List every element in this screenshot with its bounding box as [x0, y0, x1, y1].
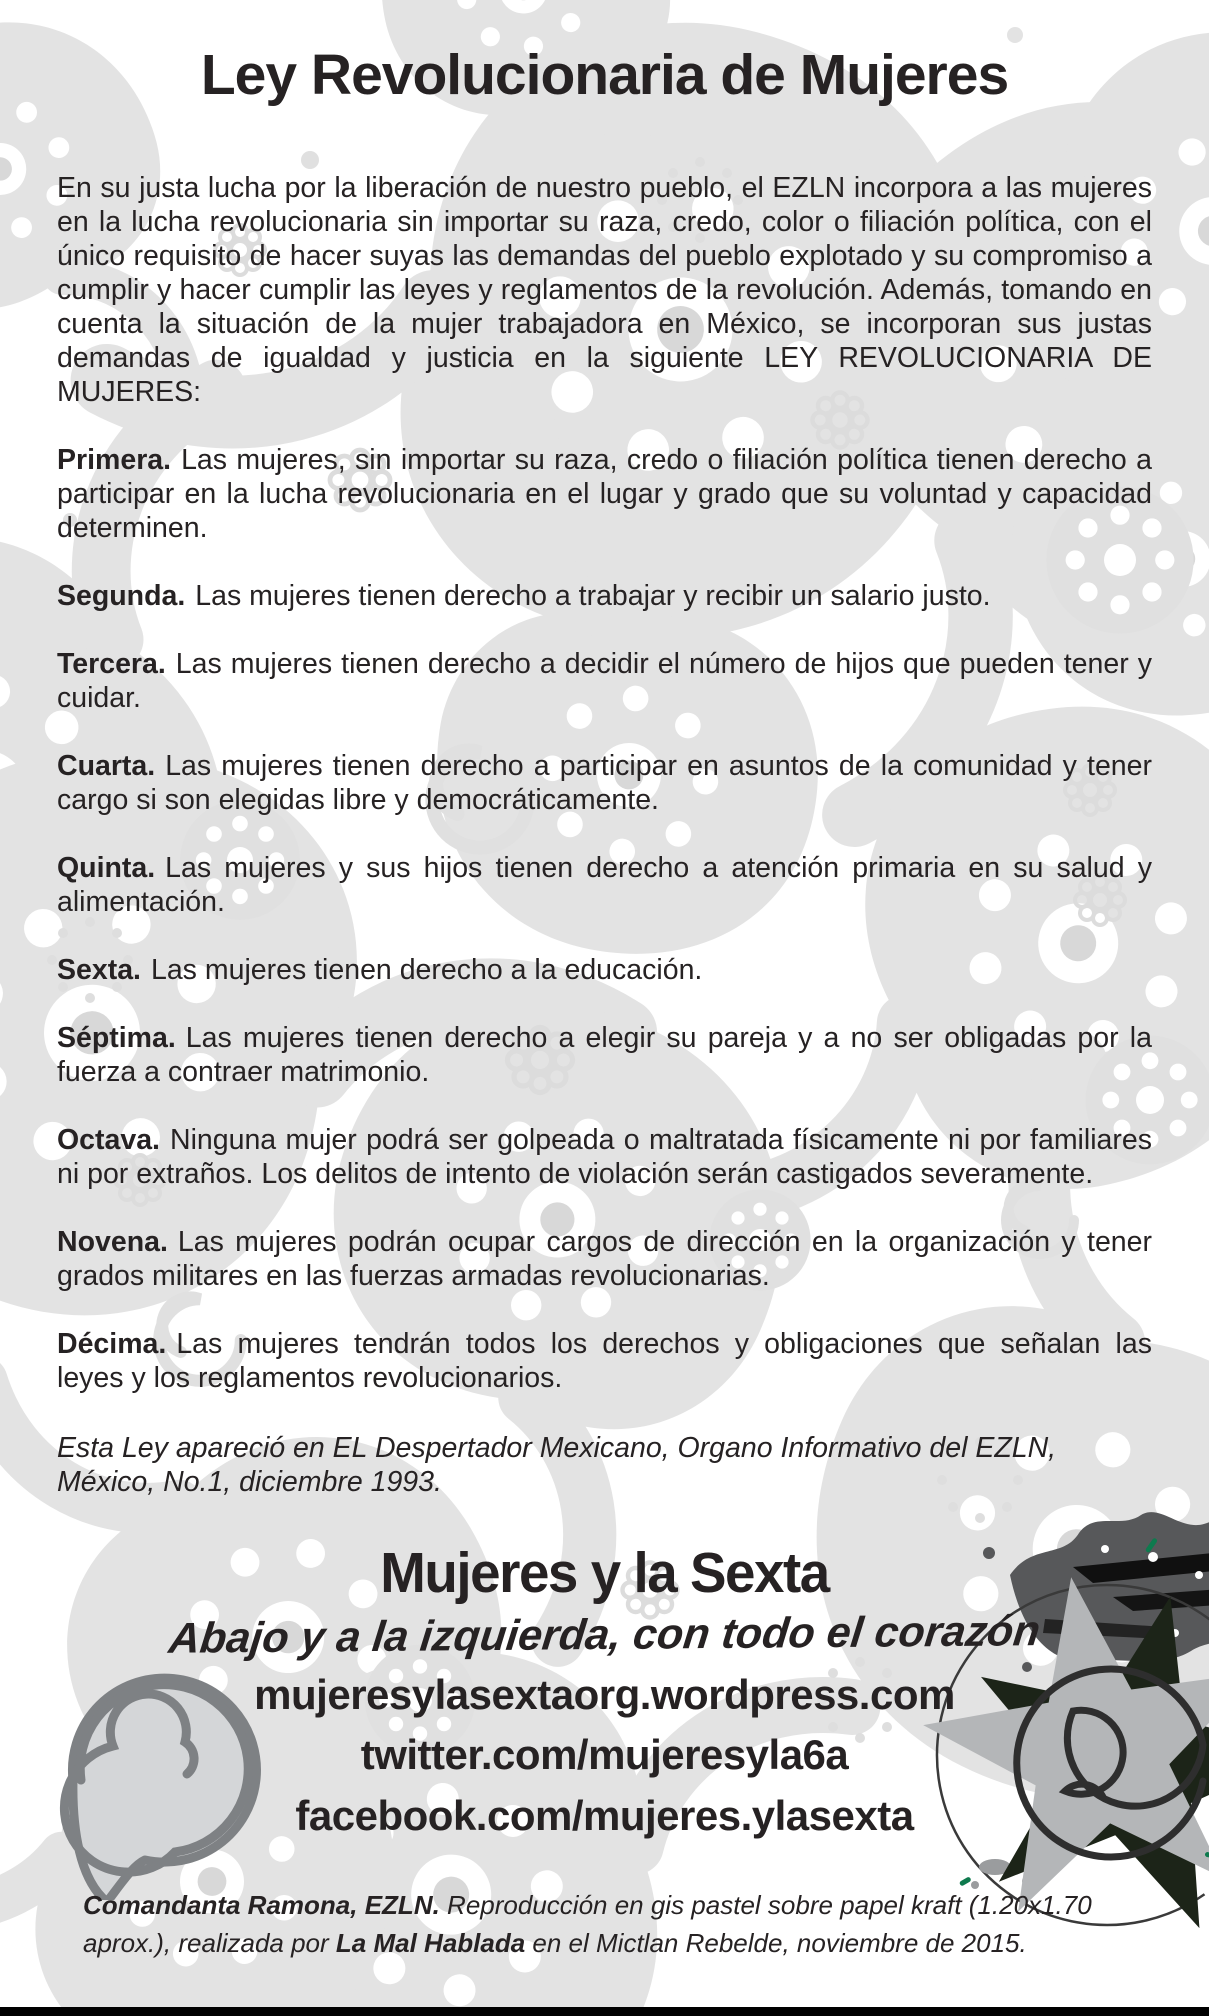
page-title: Ley Revolucionaria de Mujeres — [200, 43, 1009, 107]
source-note: Esta Ley apareció en EL Despertador Mexicano, Organo Informativo del EZLN, México, No.1, diciembre 1993. — [57, 1431, 1057, 1498]
article-number: Quinta. — [57, 851, 156, 884]
article-text: Las mujeres tendrán todos los derechos y obligaciones que señalan las leyes y los reglamentos revolucionarios. — [57, 1327, 1152, 1394]
caption-description: Reproducción en gis pastel sobre papel kraft (1.20x1.70 aprox.), realizada por — [83, 1889, 1092, 1958]
articles-list — [57, 443, 1152, 1395]
links-list — [57, 1671, 1152, 1840]
article-text: Las mujeres y sus hijos tienen derecho a atención primaria en su salud y alimentación. — [57, 851, 1152, 918]
article-number: Primera. — [57, 443, 172, 476]
article-number: Séptima. — [57, 1021, 176, 1054]
social-link: mujeresylasextaorg.wordpress.com — [254, 1670, 955, 1718]
caption-credit: Comandanta Ramona, EZLN. — [83, 1889, 440, 1920]
article-number: Tercera. — [57, 647, 166, 680]
law-article — [57, 647, 1152, 715]
social-link: twitter.com/mujeresyla6a — [360, 1731, 849, 1779]
law-article — [57, 749, 1152, 817]
article-number: Segunda. — [57, 579, 186, 612]
law-article — [57, 1123, 1152, 1191]
poster-body — [57, 0, 1152, 1962]
bottom-black-bar — [0, 2007, 1209, 2016]
law-article — [57, 443, 1152, 545]
article-text: Las mujeres tienen derecho a trabajar y recibir un salario justo. — [195, 579, 991, 612]
social-link: facebook.com/mujeres.ylasexta — [295, 1791, 914, 1839]
law-article — [57, 1225, 1152, 1293]
law-article — [57, 1021, 1152, 1089]
article-text: Las mujeres tienen derecho a decidir el número de hijos que pueden tener y cuidar. — [57, 647, 1152, 714]
intro-paragraph: En su justa lucha por la liberación de nuestro pueblo, el EZLN incorpora a las mujeres en la lucha revolucionaria sin importar su raza, credo, color o filiación política, con el único requisito de hacer suyas las demandas del pueblo explotado y su compromiso a cumplir y hacer cumplir las leyes y reglamentos de la revolución. Además, tomando en cuenta la situación de la mujer trabajadora en México, se incorporan sus justas demandas de igualdad y justicia en la siguiente LEY REVOLUCIONARIA DE MUJERES: — [57, 171, 1152, 408]
caption-tail: en el Mictlan Rebelde, noviembre de 2015. — [525, 1927, 1027, 1958]
article-text: Las mujeres podrán ocupar cargos de dirección en la organización y tener grados militares en las fuerzas armadas revolucionarias. — [57, 1225, 1152, 1292]
footer — [57, 1540, 1152, 1962]
article-text: Las mujeres tienen derecho a participar en asuntos de la comunidad y tener cargo si son elegidas libre y democráticamente. — [57, 749, 1152, 816]
article-text: Ninguna mujer podrá ser golpeada o maltratada físicamente ni por familiares ni por extraños. Los delitos de intento de violación serán castigados severamente. — [57, 1123, 1152, 1190]
law-article — [57, 851, 1152, 919]
article-number: Décima. — [57, 1327, 167, 1360]
article-text: Las mujeres, sin importar su raza, credo o filiación política tienen derecho a participar en la lucha revolucionaria en el lugar y grado que su voluntad y capacidad determinen. — [57, 443, 1152, 544]
slogan-script: Abajo y a la izquierda, con todo el corazón — [166, 1606, 1043, 1663]
article-number: Novena. — [57, 1225, 168, 1258]
article-number: Octava. — [57, 1123, 160, 1156]
artwork-caption — [57, 1886, 1152, 1962]
law-article — [57, 953, 1152, 987]
article-text: Las mujeres tienen derecho a elegir su pareja y a no ser obligadas por la fuerza a contraer matrimonio. — [57, 1021, 1152, 1088]
footer-heading: Mujeres y la Sexta — [380, 1540, 829, 1605]
article-number: Cuarta. — [57, 749, 156, 782]
law-article — [57, 579, 1152, 613]
article-number: Sexta. — [57, 953, 141, 986]
law-article — [57, 1327, 1152, 1395]
caption-artist: La Mal Hablada — [335, 1927, 526, 1958]
article-text: Las mujeres tienen derecho a la educación. — [150, 953, 703, 986]
